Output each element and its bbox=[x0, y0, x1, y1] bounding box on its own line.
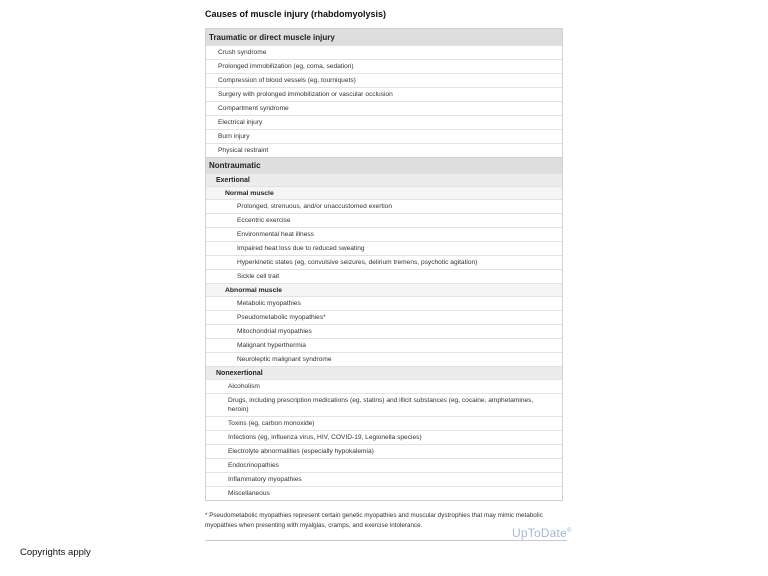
group-header-normal-muscle: Normal muscle bbox=[206, 186, 562, 199]
table-row: Eccentric exercise bbox=[206, 213, 562, 227]
table-row: Electrolyte abnormalities (especially hypokalemia) bbox=[206, 444, 562, 458]
table-row: Neuroleptic malignant syndrome bbox=[206, 352, 562, 366]
table-row: Crush syndrome bbox=[206, 45, 562, 59]
table-row: Hyperkinetic states (eg, convulsive seizures, delirium tremens, psychotic agitation) bbox=[206, 255, 562, 269]
table-row: Toxins (eg, carbon monoxide) bbox=[206, 416, 562, 430]
table-row: Compartment syndrome bbox=[206, 101, 562, 115]
causes-table bbox=[205, 28, 563, 501]
table-row: Pseudometabolic myopathies* bbox=[206, 310, 562, 324]
table-row: Prolonged, strenuous, and/or unaccustomed exertion bbox=[206, 199, 562, 213]
section-header-nontraumatic: Nontraumatic bbox=[206, 157, 562, 173]
table-title: Causes of muscle injury (rhabdomyolysis) bbox=[205, 9, 387, 19]
table-row: Malignant hyperthermia bbox=[206, 338, 562, 352]
table-row: Inflammatory myopathies bbox=[206, 472, 562, 486]
table-row: Electrical injury bbox=[206, 115, 562, 129]
table-row: Prolonged immobilization (eg, coma, sedation) bbox=[206, 59, 562, 73]
subsection-header-nonexertional: Nonexertional bbox=[206, 366, 562, 379]
table-row: Sickle cell trait bbox=[206, 269, 562, 283]
registered-mark: ® bbox=[566, 528, 572, 534]
table-row: Infections (eg, influenza virus, HIV, COVID-19, Legionella species) bbox=[206, 430, 562, 444]
uptodate-logo bbox=[512, 526, 572, 540]
table-row: Miscellaneous bbox=[206, 486, 562, 500]
footnote: * Pseudometabolic myopathies represent certain genetic myopathies and muscular dystrophies that may mimic metabolic myopathies when presenting with myalgias, cramps, and exercise intolerance. bbox=[205, 512, 543, 529]
subsection-header-exertional: Exertional bbox=[206, 173, 562, 186]
group-header-abnormal-muscle: Abnormal muscle bbox=[206, 283, 562, 296]
table-row: Compression of blood vessels (eg, tourniquets) bbox=[206, 73, 562, 87]
table-row: Burn injury bbox=[206, 129, 562, 143]
table-row: Endocrinopathies bbox=[206, 458, 562, 472]
table-row: Alcoholism bbox=[206, 379, 562, 393]
table-row: Physical restraint bbox=[206, 143, 562, 157]
table-row: Metabolic myopathies bbox=[206, 296, 562, 310]
divider bbox=[205, 540, 567, 541]
table-row: Mitochondrial myopathies bbox=[206, 324, 562, 338]
table-row: Drugs, including prescription medications (eg, statins) and illicit substances (eg, cocaine, amphetamines, heroin) bbox=[206, 393, 562, 416]
table-row: Impaired heat loss due to reduced sweating bbox=[206, 241, 562, 255]
brand-text: UpToDate bbox=[512, 526, 567, 540]
table-row: Environmental heat illness bbox=[206, 227, 562, 241]
table-row: Surgery with prolonged immobilization or vascular occlusion bbox=[206, 87, 562, 101]
copyright-notice: Copyrights apply bbox=[20, 547, 91, 558]
section-header-traumatic: Traumatic or direct muscle injury bbox=[206, 29, 562, 45]
